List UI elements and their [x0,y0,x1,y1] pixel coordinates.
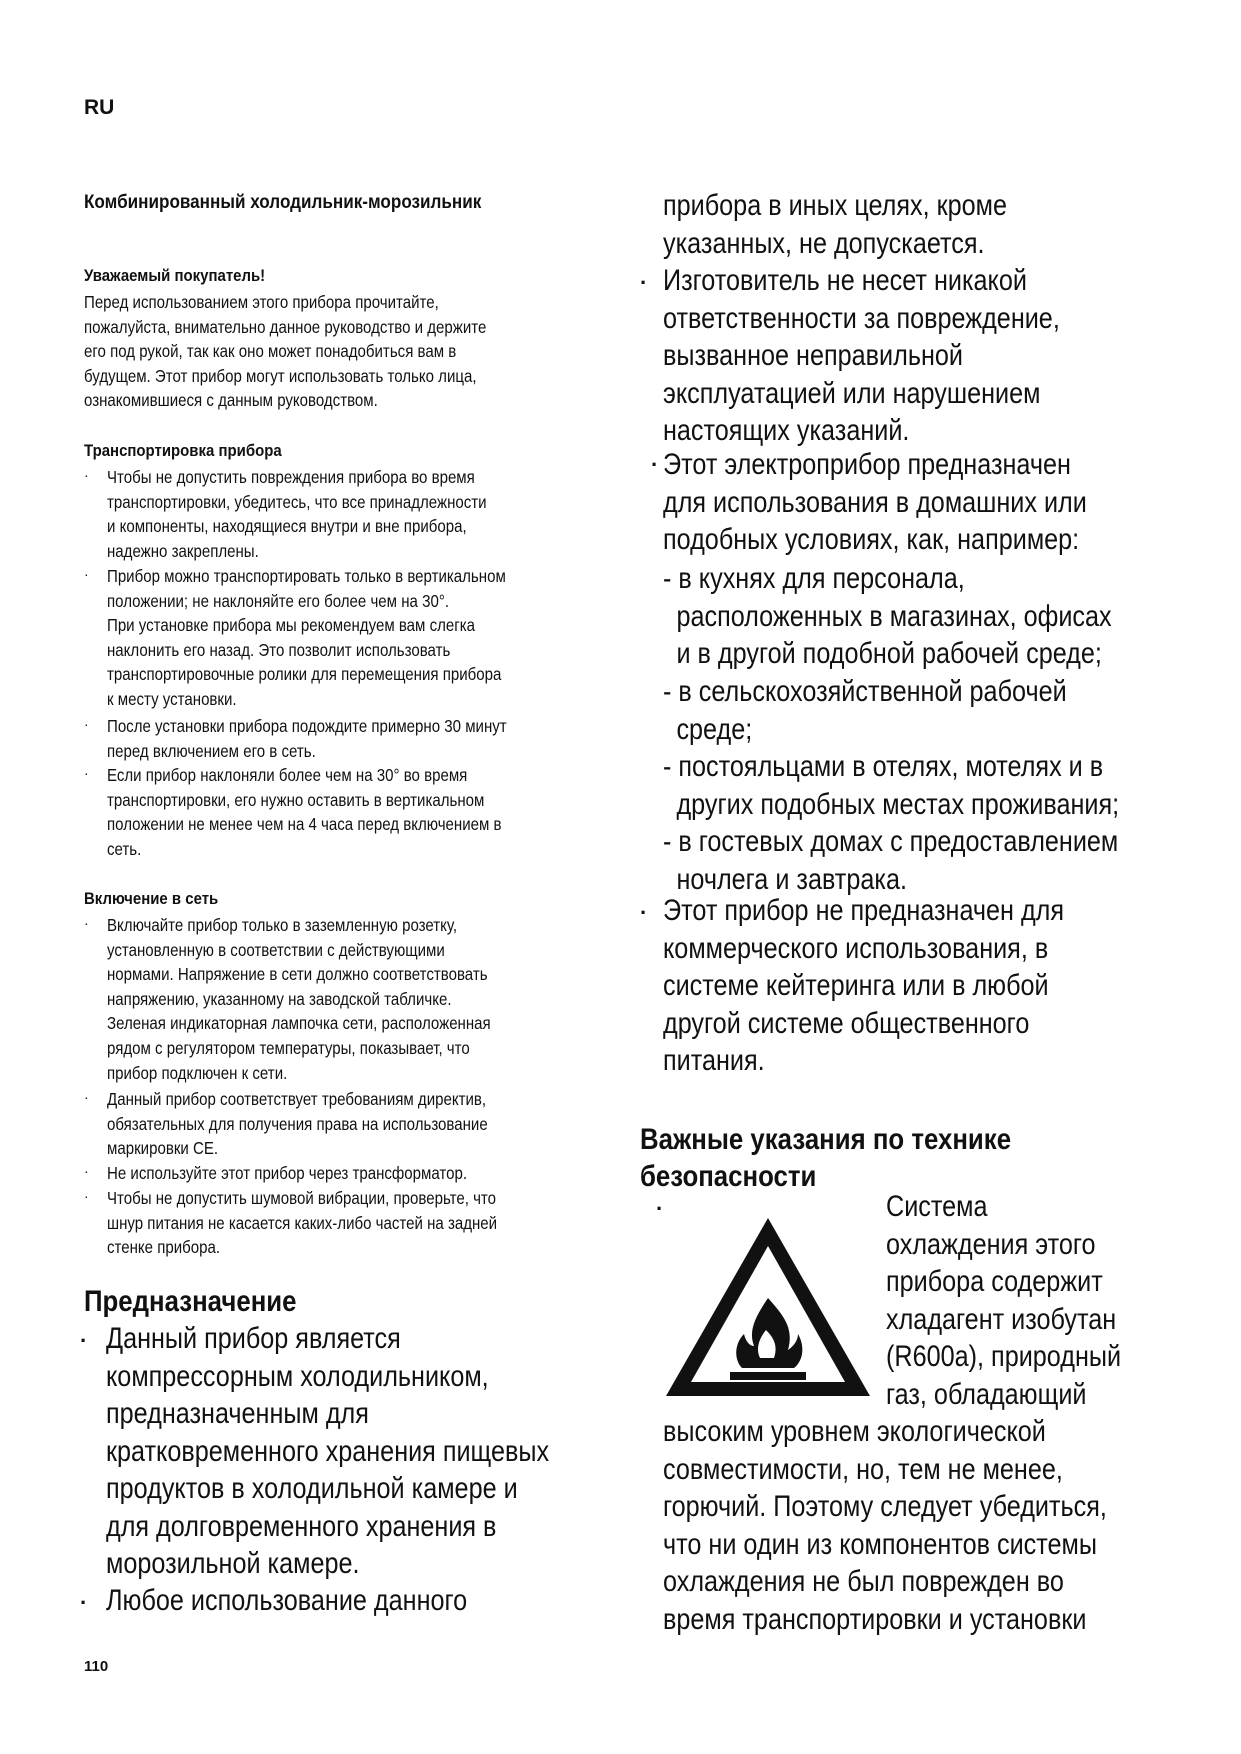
power-bullet-4: Чтобы не допустить шумовой вибрации, проверьте, что шнур питания не касается каких-либо частей на задней стенке прибора. [107,1188,498,1258]
safety-text-beside-icon: Система охлаждения этого прибора содержит хладагент изобутан (R600a), природный газ, обладающий [886,1190,1122,1411]
main-title: Комбинированный холодильник-морозильник [84,192,482,213]
usage-example-1: - в кухнях для персонала, расположенных в магазинах, офисах и в другой подобной рабочей среде; [663,562,1112,670]
language-marker: RU [84,96,115,119]
household-use: Этот электроприбор предназначен для использования в домашних или подобных условиях, как, например: [663,448,1087,556]
usage-example-3: - постояльцами в отелях, мотелях и в других подобных местах проживания; [663,750,1120,821]
safety-heading: Важные указания по технике безопасности [640,1123,1012,1193]
purpose-bullet-2-continued: прибора в иных целях, кроме указанных, не допускается. [663,189,1007,260]
bullet-dot-icon: · [640,900,648,925]
manufacturer-liability: Изготовитель не несет никакой ответственности за повреждение, вызванное неправильной эксплуатацией или нарушением настоящих указаний. [663,264,1060,447]
usage-example-4: - в гостевых домах с предоставлением ночлега и завтрака. [663,825,1119,896]
bullet-dot-icon: · [84,915,89,931]
power-heading: Включение в сеть [84,889,219,908]
purpose-bullet-1: Данный прибор является компрессорным холодильником, предназначенным для кратковременного хранения пищевых продуктов в холодильной камере и для долговременного хранения в морозильной камере. [106,1322,550,1580]
transport-bullet-1: Чтобы не допустить повреждения прибора во время транспортировки, убедитесь, что все принадлежности и компоненты, находящиеся внутри и вне прибора, надежно закреплены. [107,467,487,561]
bullet-dot-icon: · [84,1188,89,1204]
dear-customer-heading: Уважаемый покупатель! [84,266,266,285]
bullet-dot-icon: · [80,1590,88,1615]
bullet-dot-icon: · [656,1196,664,1221]
power-bullet-1: Включайте прибор только в заземленную розетку, установленную в соответствии с действующими нормами. Напряжение в сети должно соответствовать напряжению, указанному на заводской табличке. Зеленая индикаторная лампочка сети, расположенная рядом с регулятором температуры, показывает, что прибор подключен к сети. [107,915,491,1083]
power-bullet-2: Данный прибор соответствует требованиям директив, обязательных для получения права на использование маркировки CE. [107,1089,488,1159]
purpose-heading: Предназначение [84,1285,297,1318]
bullet-dot-icon: · [84,765,89,781]
usage-example-2: - в сельскохозяйственной рабочей среде; [663,675,1067,746]
power-bullet-3: Не используйте этот прибор через трансформатор. [107,1163,468,1183]
bullet-dot-icon: · [84,467,89,483]
bullet-dot-icon: · [84,566,89,582]
purpose-bullet-2: Любое использование данного [106,1584,468,1617]
dear-customer-text: Перед использованием этого прибора прочитайте, пожалуйста, внимательно данное руководство и держите его под рукой, так как оно может понадобиться вам в будущем. Этот прибор могут использовать только лица, ознакомившиеся с данным руководством. [84,292,487,411]
bullet-dot-icon: · [640,270,648,295]
bullet-dot-icon: · [80,1328,88,1353]
bullet-dot-icon: · [651,452,659,477]
bullet-dot-icon: · [84,716,89,732]
page-number: 110 [84,1658,109,1675]
transport-bullet-3: После установки прибора подождите примерно 30 минут перед включением его в сеть. [107,716,507,761]
not-commercial: Этот прибор не предназначен для коммерческого использования, в системе кейтеринга или в любой другой системе общественного питания. [663,894,1065,1077]
bullet-dot-icon: · [84,1163,89,1179]
transport-bullet-2: Прибор можно транспортировать только в вертикальном положении; не наклоняйте его более чем на 30°. При установке прибора мы рекомендуем вам слегка наклонить его назад. Это позволит использовать транспортировочные ролики для перемещения прибора к месту установки. [107,566,506,709]
transport-bullet-4: Если прибор наклоняли более чем на 30° во время транспортировки, его нужно оставить в вертикальном положении не менее чем на 4 часа перед включением в сеть. [107,765,502,859]
bullet-dot-icon: · [84,1089,89,1105]
safety-text-below-icon: высоким уровнем экологической совместимости, но, тем не менее, горючий. Поэтому следует убедиться, что ни один из компонентов системы охлаждения не был поврежден во время транспортировки и установки [663,1415,1107,1636]
transport-heading: Транспортировка прибора [84,441,282,460]
flammable-warning-icon [660,1212,876,1402]
